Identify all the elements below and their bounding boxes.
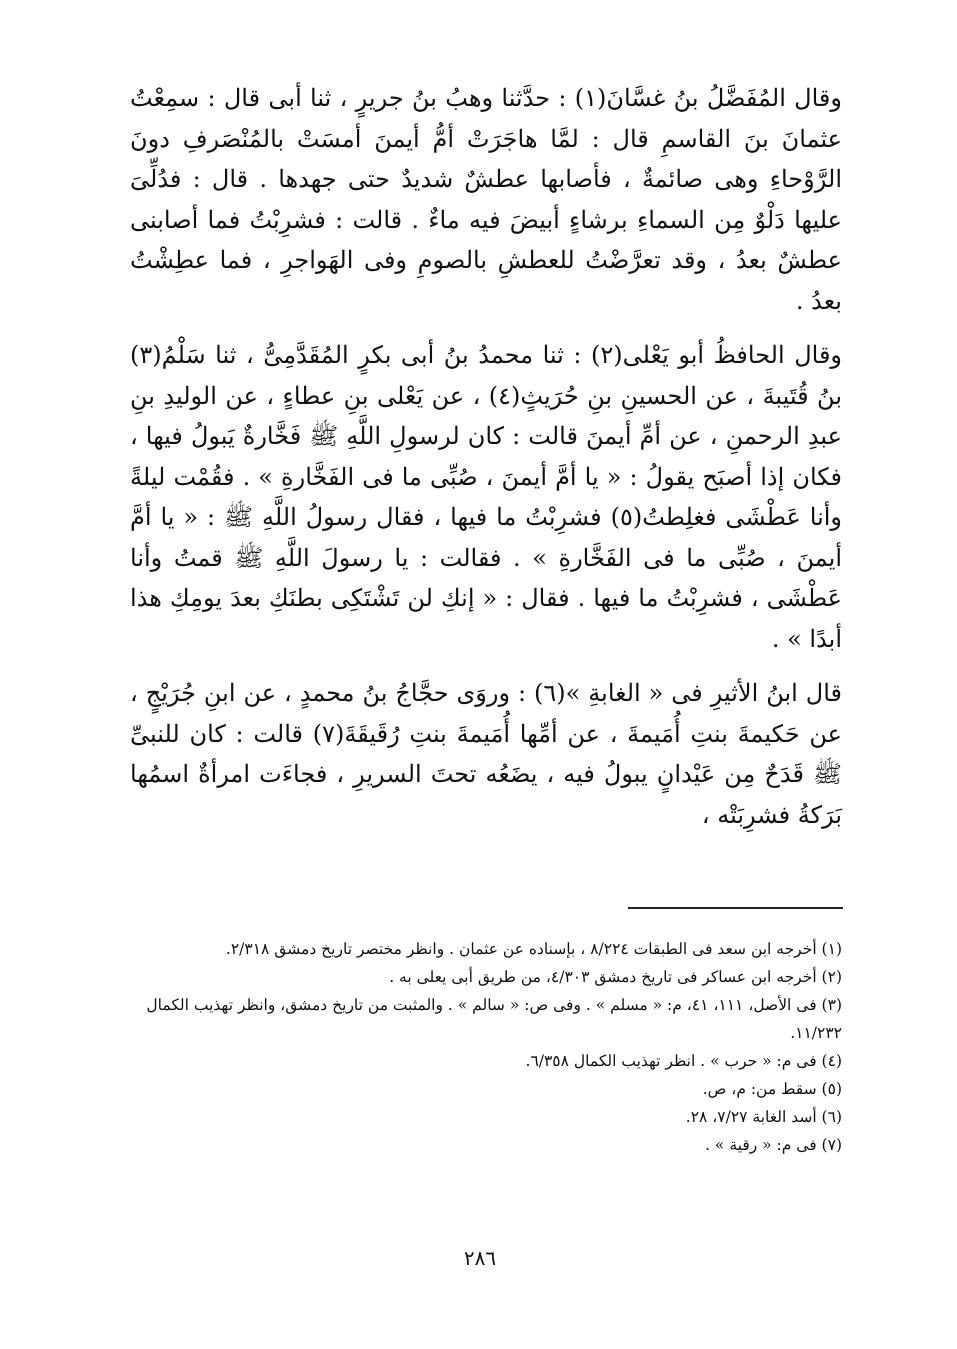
footnote: (٣) فى الأصل، ١١١، ٤١، م: « مسلم » . وفى ص: « سالم » . والمثبت من تاريخ دمشق، وانظر تهذيب الكمال ١١/٢٣٢.	[146, 996, 842, 1042]
footnote: (٦) أسد الغابة ٧/٢٧، ٢٨.	[685, 1108, 842, 1126]
footnote: (١) أخرجه ابن سعد فى الطبقات ٨/٢٢٤ ، بإسناده عن عثمان . وانظر مختصر تاريخ دمشق ٢/٣١٨.	[225, 940, 842, 958]
paragraph: قال ابنُ الأثيرِ فى « الغابةِ »(٦) : وروَى حجَّاجُ بنُ محمدٍ ، عن ابنِ جُرَيْجٍ ، عن حَكيمةَ بنتِ أُمَيمةَ ، عن أمِّها أُمَيمةَ بنتِ رُقَيقَةَ(٧) قالت : كان للنبىِّ ﷺ قَدَحٌ مِن عَيْدانٍ يبولُ فيه ، يضَعُه تحتَ السريرِ ، فجاءَت امرأةٌ اسمُها بَرَكةُ فشرِبَتْه ،	[130, 679, 843, 829]
footnote: (٥) سقط من: م، ص.	[702, 1080, 842, 1098]
footnote: (٢) أخرجه ابن عساكر فى تاريخ دمشق ٤/٣٠٣، من طريق أبى يعلى به .	[389, 968, 842, 986]
page-body	[130, 78, 842, 849]
paragraph: وقال المُفَضَّلُ بنُ غسَّانَ(١) : حدَّثنا وهبُ بنُ جريرٍ ، ثنا أبى قال : سمِعْتُ عثمانَ بنَ القاسمِ قال : لمَّا هاجَرَتْ أمُّ أيمنَ أمسَتْ بالمُنْصَرفِ دونَ الرَّوْحاءِ وهى صائمةٌ ، فأصابها عطشٌ شديدٌ حتى جهدها . قال : فدُلِّىَ عليها دَلْوٌ مِن السماءِ برشاءٍ أبيضَ فيه ماءٌ . قالت : فشرِبْتُ فما أصابنى عطشٌ بعدُ ، وقد تعرَّضْتُ للعطشِ بالصومِ وفى الهَواجرِ ، فما عطِشْتُ بعدُ .	[130, 84, 842, 315]
footnote: (٧) فى م: « رقية » .	[705, 1136, 842, 1154]
main-text	[130, 78, 842, 835]
footnotes	[130, 935, 842, 1159]
page-number: ٢٨٦	[463, 1246, 497, 1270]
footnote-divider	[628, 907, 843, 909]
paragraph: وقال الحافظُ أبو يَعْلى(٢) : ثنا محمدُ بنُ أبى بكرٍ المُقَدَّمِىُّ ، ثنا سَلْمُ(٣) بنُ قُتَيبةَ ، عن الحسينِ بنِ حُرَيثٍ(٤) ، عن يَعْلى بنِ عطاءٍ ، عن الوليدِ بنِ عبدِ الرحمنِ ، عن أمِّ أيمنَ قالت : كان لرسولِ اللَّهِ ﷺ فَخَّارةٌ يَبولُ فيها ، فكان إذا أصبَح يقولُ : « يا أمَّ أيمنَ ، صُبِّى ما فى الفَخَّارةِ » . فقُمْت ليلةً وأنا عَطْشَى فغلِطتُ(٥) فشرِبْتُ ما فيها ، فقال رسولُ اللَّهِ ﷺ : « يا أمَّ أيمنَ ، صُبِّى ما فى الفَخَّارةِ » . فقالت : يا رسولَ اللَّهِ ﷺ قمتُ وأنا عَطْشَى ، فشرِبْتُ ما فيها . فقال : « إنكِ لن تَشْتَكِى بطنَكِ بعدَ يومِكِ هذا أبدًا » .	[130, 341, 843, 653]
footnote: (٤) فى م: « حرب » . انظر تهذيب الكمال ٦/٣٥٨.	[525, 1052, 842, 1070]
